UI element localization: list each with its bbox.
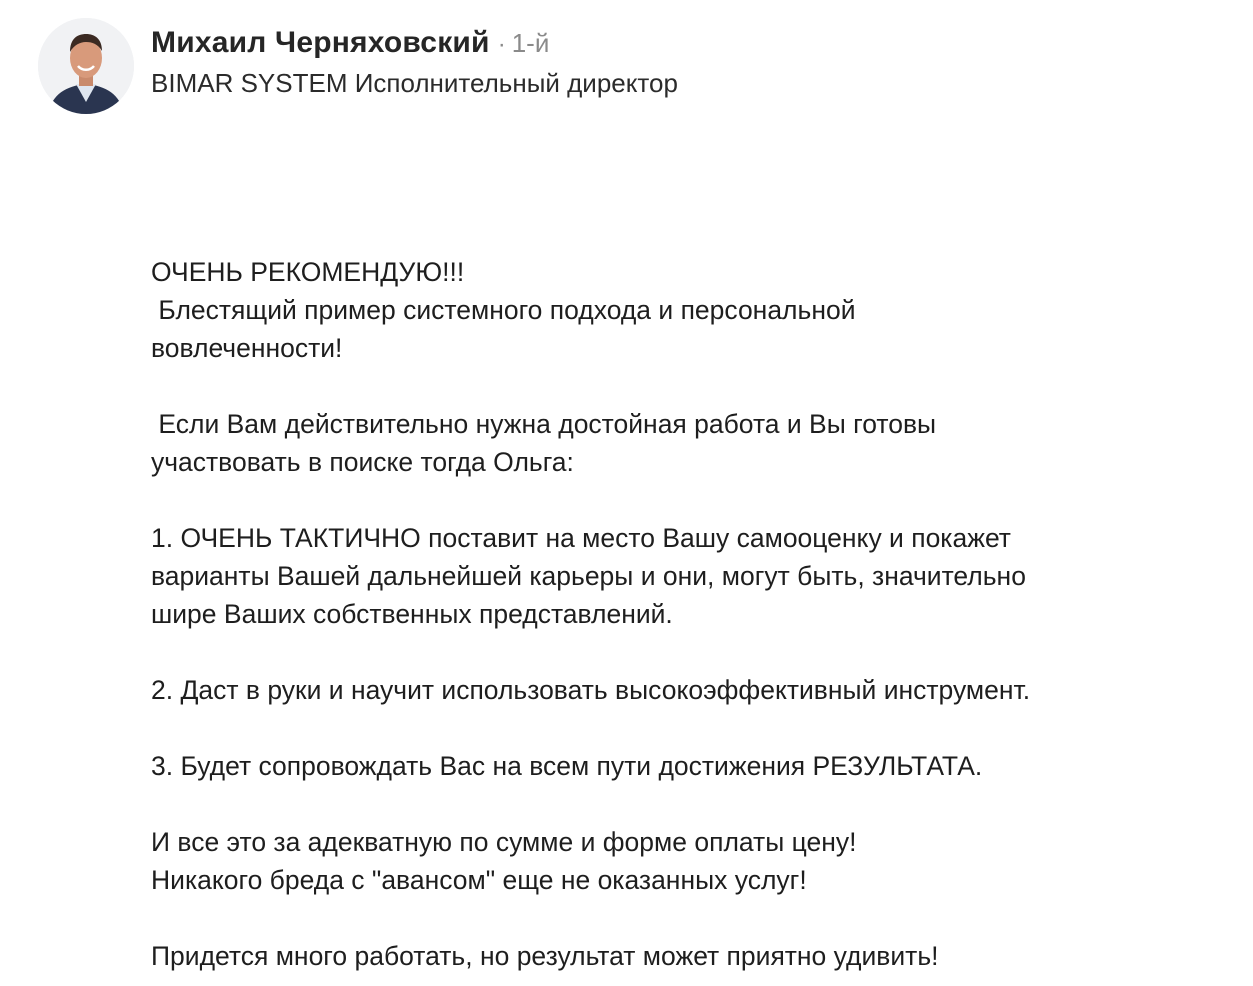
post-header <box>38 18 678 114</box>
author-headline: BIMAR SYSTEM Исполнительный директор <box>151 68 678 98</box>
post-text-line: 3. Будет сопровождать Вас на всем пути достижения РЕЗУЛЬТАТА. <box>151 751 983 781</box>
post-paragraph <box>151 823 1241 899</box>
paragraph-gap <box>151 367 1241 405</box>
post-text-line: 2. Даст в руки и научит использовать высокоэффективный инструмент. <box>151 675 1031 705</box>
post-paragraph <box>151 519 1241 633</box>
author-name[interactable]: Михаил Черняховский <box>151 26 490 59</box>
post-paragraph <box>151 405 1241 481</box>
post-text-line: ОЧЕНЬ РЕКОМЕНДУЮ!!! <box>151 257 465 287</box>
paragraph-gap <box>151 481 1241 519</box>
post-paragraph <box>151 747 1241 785</box>
post-text-line: Никакого бреда с "авансом" еще не оказанных услуг! <box>151 865 807 895</box>
profile-photo-icon <box>38 18 134 114</box>
post-paragraph <box>151 671 1241 709</box>
author-name-line <box>151 26 678 60</box>
post-paragraph <box>151 937 1241 975</box>
connection-degree: 1-й <box>511 28 550 58</box>
author-info <box>151 18 678 99</box>
post-text-line: И все это за адекватную по сумме и форме оплаты цену! <box>151 827 857 857</box>
author-avatar[interactable] <box>38 18 134 114</box>
post-text-line: участвовать в поиске тогда Ольга: <box>151 447 574 477</box>
paragraph-gap <box>151 633 1241 671</box>
paragraph-gap <box>151 709 1241 747</box>
post-body <box>151 253 1241 975</box>
post-text-line: Если Вам действительно нужна достойная работа и Вы готовы <box>151 409 937 439</box>
name-separator: · <box>497 31 506 58</box>
post-text-line: шире Ваших собственных представлений. <box>151 599 673 629</box>
post-text-line: Блестящий пример системного подхода и персональной <box>151 295 856 325</box>
post-text-line: Придется много работать, но результат может приятно удивить! <box>151 941 939 971</box>
post-text-line: вовлеченности! <box>151 333 343 363</box>
paragraph-gap <box>151 899 1241 937</box>
post-paragraph <box>151 253 1241 367</box>
post-text-line: варианты Вашей дальнейшей карьеры и они, могут быть, значительно <box>151 561 1026 591</box>
post-text-line: 1. ОЧЕНЬ ТАКТИЧНО поставит на место Вашу самооценку и покажет <box>151 523 1011 553</box>
paragraph-gap <box>151 785 1241 823</box>
